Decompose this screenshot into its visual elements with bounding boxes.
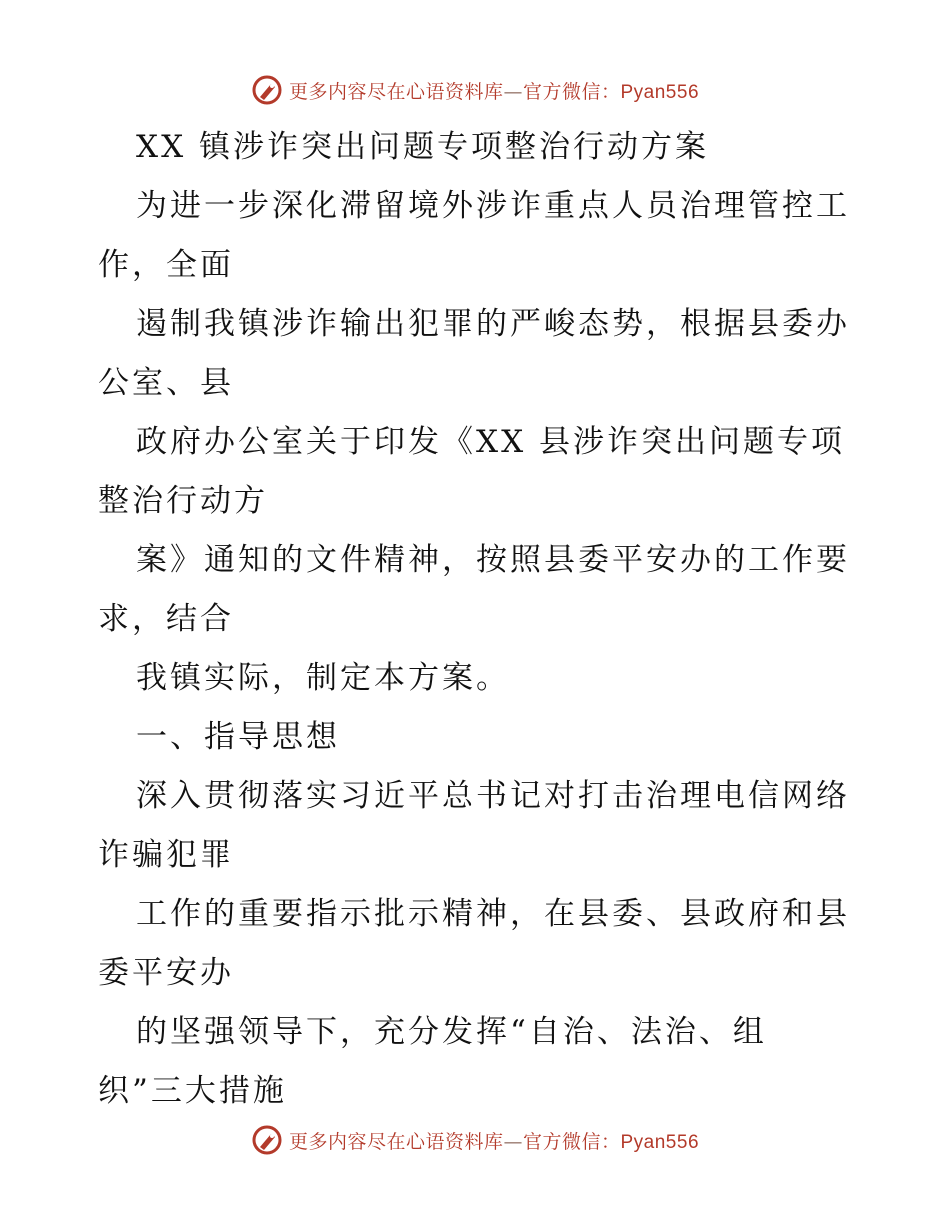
watermark-text: 更多内容尽在心语资料库—官方微信：Pyan556	[288, 1130, 700, 1153]
paragraph-line: 深入贯彻落实习近平总书记对打击治理电信网络	[136, 778, 850, 814]
paragraph-line: 诈骗犯罪	[98, 837, 234, 873]
section-heading: 一、指导思想	[136, 719, 340, 755]
paragraph-line: 织”三大措施	[98, 1073, 287, 1109]
paragraph-line: 作，全面	[98, 247, 234, 283]
paragraph-line: 我镇实际，制定本方案。	[136, 660, 510, 696]
document-body	[98, 118, 858, 1121]
paragraph-line: 公室、县	[98, 365, 234, 401]
watermark-footer	[0, 1122, 950, 1158]
paragraph-line: 工作的重要指示批示精神，在县委、县政府和县	[136, 896, 850, 932]
watermark-text: 更多内容尽在心语资料库—官方微信：Pyan556	[288, 80, 700, 103]
paragraph-line: 整治行动方	[98, 483, 268, 519]
watermark-header	[0, 72, 950, 108]
paragraph-line: 为进一步深化滞留境外涉诈重点人员治理管控工	[136, 188, 850, 224]
paragraph-line: 的坚强领导下，充分发挥“自治、法治、组	[136, 1014, 767, 1050]
pen-nib-circle-icon	[251, 74, 283, 106]
document-title: XX 镇涉诈突出问题专项整治行动方案	[136, 129, 709, 165]
paragraph-line: 求，结合	[98, 601, 234, 637]
pen-nib-circle-icon	[251, 1124, 283, 1156]
paragraph-line: 委平安办	[98, 955, 234, 991]
paragraph-line: 政府办公室关于印发《XX 县涉诈突出问题专项	[136, 424, 845, 460]
paragraph-line: 遏制我镇涉诈输出犯罪的严峻态势，根据县委办	[136, 306, 850, 342]
paragraph-line: 案》通知的文件精神，按照县委平安办的工作要	[136, 542, 850, 578]
